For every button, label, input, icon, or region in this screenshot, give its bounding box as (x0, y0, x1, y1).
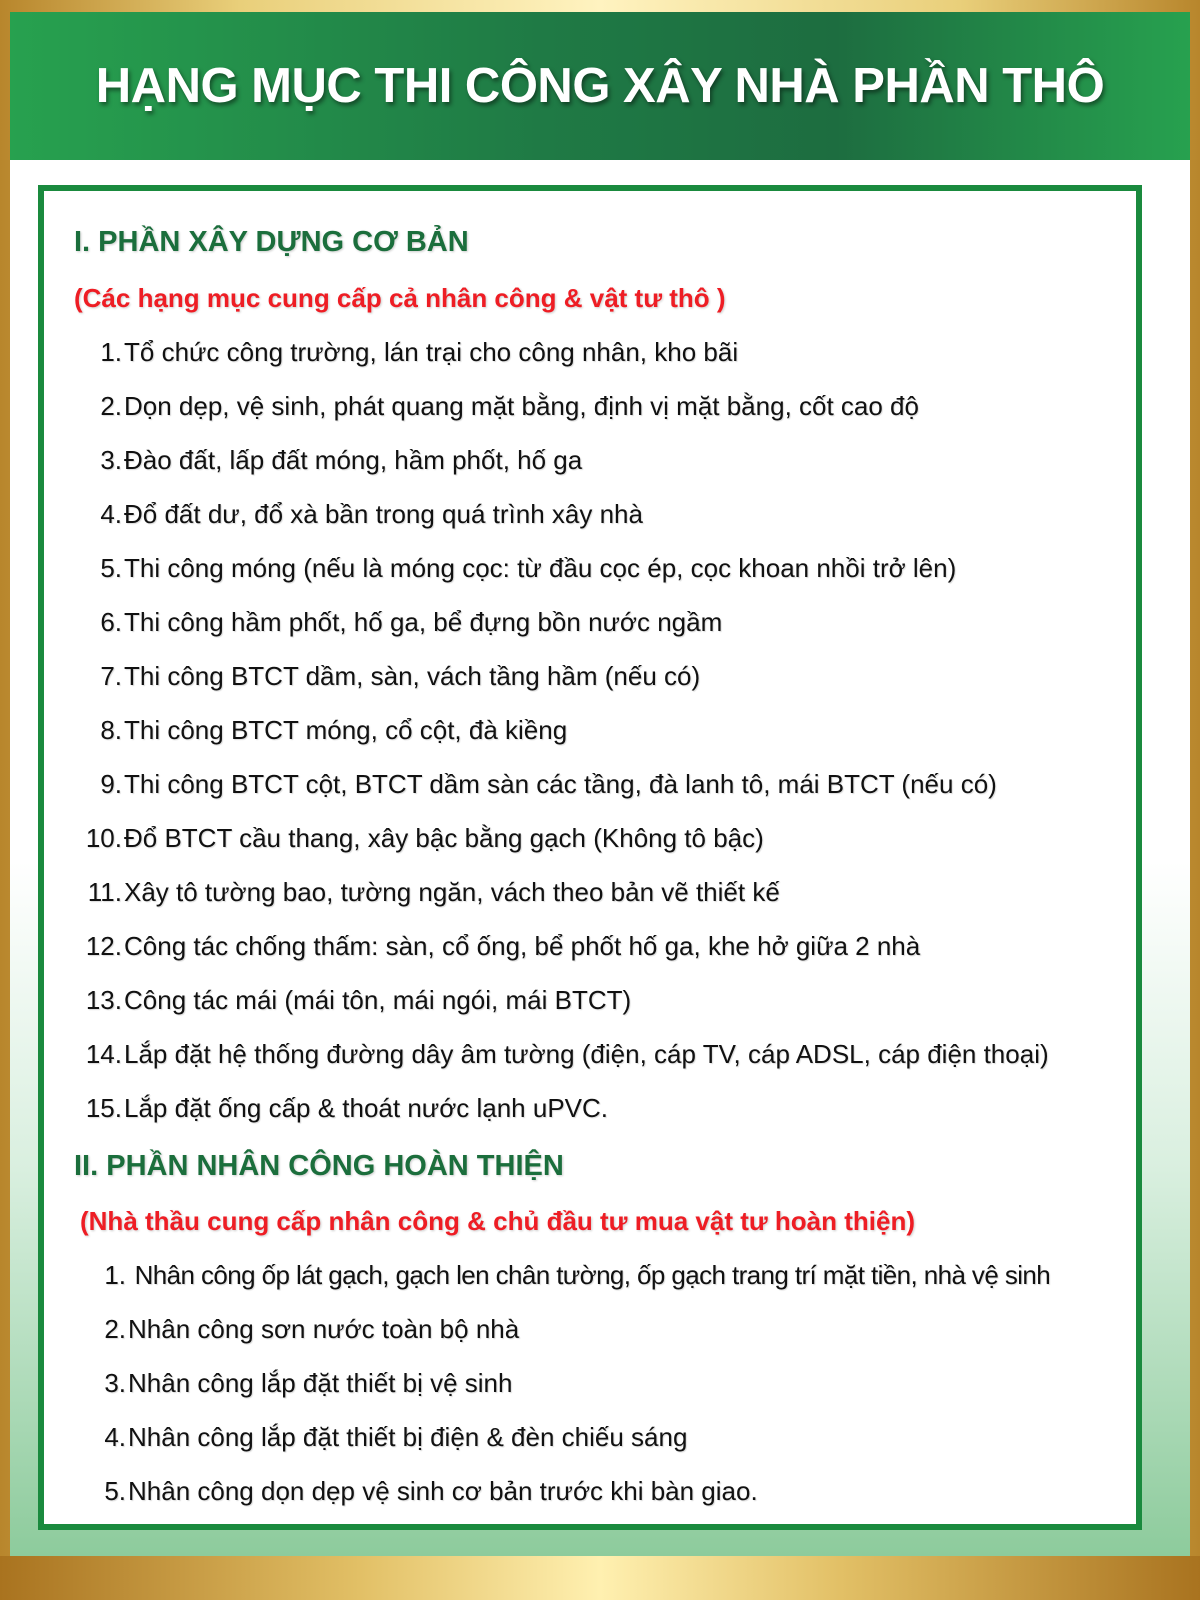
list-item (44, 715, 567, 746)
item-number: 11. (87, 877, 122, 907)
item-number: 2. (104, 1314, 126, 1344)
item-number: 15. (85, 1093, 122, 1123)
list-item (48, 1368, 512, 1399)
list-item (44, 877, 780, 908)
section-heading: II. PHẦN NHÂN CÔNG HOÀN THIỆN (74, 1150, 564, 1182)
list-item (44, 823, 764, 854)
item-text: Thi công BTCT dầm, sàn, vách tầng hầm (nếu có) (124, 661, 701, 691)
poster-panel (10, 12, 1190, 1556)
item-number: 6. (100, 607, 122, 637)
list-item (44, 337, 738, 368)
list-item (44, 445, 582, 476)
list-item (44, 661, 700, 692)
list-item (44, 769, 997, 800)
list-item (44, 499, 643, 530)
item-number: 13. (85, 985, 122, 1015)
list-item (48, 1314, 519, 1345)
item-text: Công tác mái (mái tôn, mái ngói, mái BTCT) (124, 985, 632, 1015)
content-box (38, 185, 1142, 1530)
item-text: Lắp đặt ống cấp & thoát nước lạnh uPVC. (124, 1093, 608, 1123)
item-text: Nhân công dọn dẹp vệ sinh cơ bản trước khi bàn giao. (128, 1476, 758, 1506)
list-item (44, 1093, 608, 1124)
bottom-gold-strip (0, 1556, 1200, 1600)
item-text: Đào đất, lấp đất móng, hầm phốt, hố ga (124, 445, 583, 475)
item-number: 14. (85, 1039, 122, 1069)
list-item (44, 607, 722, 638)
item-text: Nhân công lắp đặt thiết bị vệ sinh (128, 1368, 513, 1398)
item-number: 3. (100, 445, 122, 475)
item-number: 4. (100, 499, 122, 529)
header-banner (10, 12, 1190, 160)
item-number: 5. (104, 1476, 126, 1506)
item-number: 4. (104, 1422, 126, 1452)
section-heading: I. PHẦN XÂY DỰNG CƠ BẢN (74, 226, 469, 258)
list-item (44, 391, 919, 422)
item-text: Xây tô tường bao, tường ngăn, vách theo bản vẽ thiết kế (124, 877, 780, 907)
item-number: 5. (100, 553, 122, 583)
list-item (48, 1422, 687, 1453)
item-text: Lắp đặt hệ thống đường dây âm tường (điện, cáp TV, cáp ADSL, cáp điện thoại) (124, 1039, 1049, 1069)
item-text: Tổ chức công trường, lán trại cho công nhân, kho bãi (124, 337, 739, 367)
item-number: 7. (100, 661, 122, 691)
item-text: Đổ BTCT cầu thang, xây bậc bằng gạch (Không tô bậc) (124, 823, 764, 853)
item-number: 9. (100, 769, 122, 799)
item-text: Nhân công sơn nước toàn bộ nhà (128, 1314, 520, 1344)
item-text: Đổ đất dư, đổ xà bần trong quá trình xây nhà (124, 499, 643, 529)
item-number: 1. (100, 337, 122, 367)
item-text: Thi công hầm phốt, hố ga, bể đựng bồn nước ngầm (124, 607, 723, 637)
page-title: HẠNG MỤC THI CÔNG XÂY NHÀ PHẦN THÔ (95, 59, 1105, 113)
list-item (44, 931, 920, 962)
section-subtitle: (Các hạng mục cung cấp cả nhân công & vật tư thô ) (74, 283, 726, 313)
item-text: Nhân công ốp lát gạch, gạch len chân tường, ốp gạch trang trí mặt tiền, nhà vệ sinh (128, 1260, 1051, 1290)
list-item (48, 1260, 1050, 1291)
item-number: 8. (100, 715, 122, 745)
list-item (48, 1476, 758, 1507)
item-number: 10. (85, 823, 122, 853)
section-subtitle: (Nhà thầu cung cấp nhân công & chủ đầu tư mua vật tư hoàn thiện) (80, 1206, 916, 1236)
list-item (44, 1039, 1049, 1070)
item-text: Dọn dẹp, vệ sinh, phát quang mặt bằng, định vị mặt bằng, cốt cao độ (124, 391, 919, 421)
item-text: Thi công BTCT móng, cổ cột, đà kiềng (124, 715, 568, 745)
item-number: 3. (104, 1368, 126, 1398)
item-number: 1. (104, 1260, 126, 1290)
item-text: Thi công móng (nếu là móng cọc: từ đầu cọc ép, cọc khoan nhồi trở lên) (124, 553, 957, 583)
item-text: Công tác chống thấm: sàn, cổ ống, bể phốt hố ga, khe hở giữa 2 nhà (124, 931, 921, 961)
list-item (44, 985, 631, 1016)
list-item (44, 553, 956, 584)
item-text: Thi công BTCT cột, BTCT dầm sàn các tầng, đà lanh tô, mái BTCT (nếu có) (124, 769, 997, 799)
item-number: 2. (100, 391, 122, 421)
item-number: 12. (85, 931, 122, 961)
item-text: Nhân công lắp đặt thiết bị điện & đèn chiếu sáng (128, 1422, 688, 1452)
